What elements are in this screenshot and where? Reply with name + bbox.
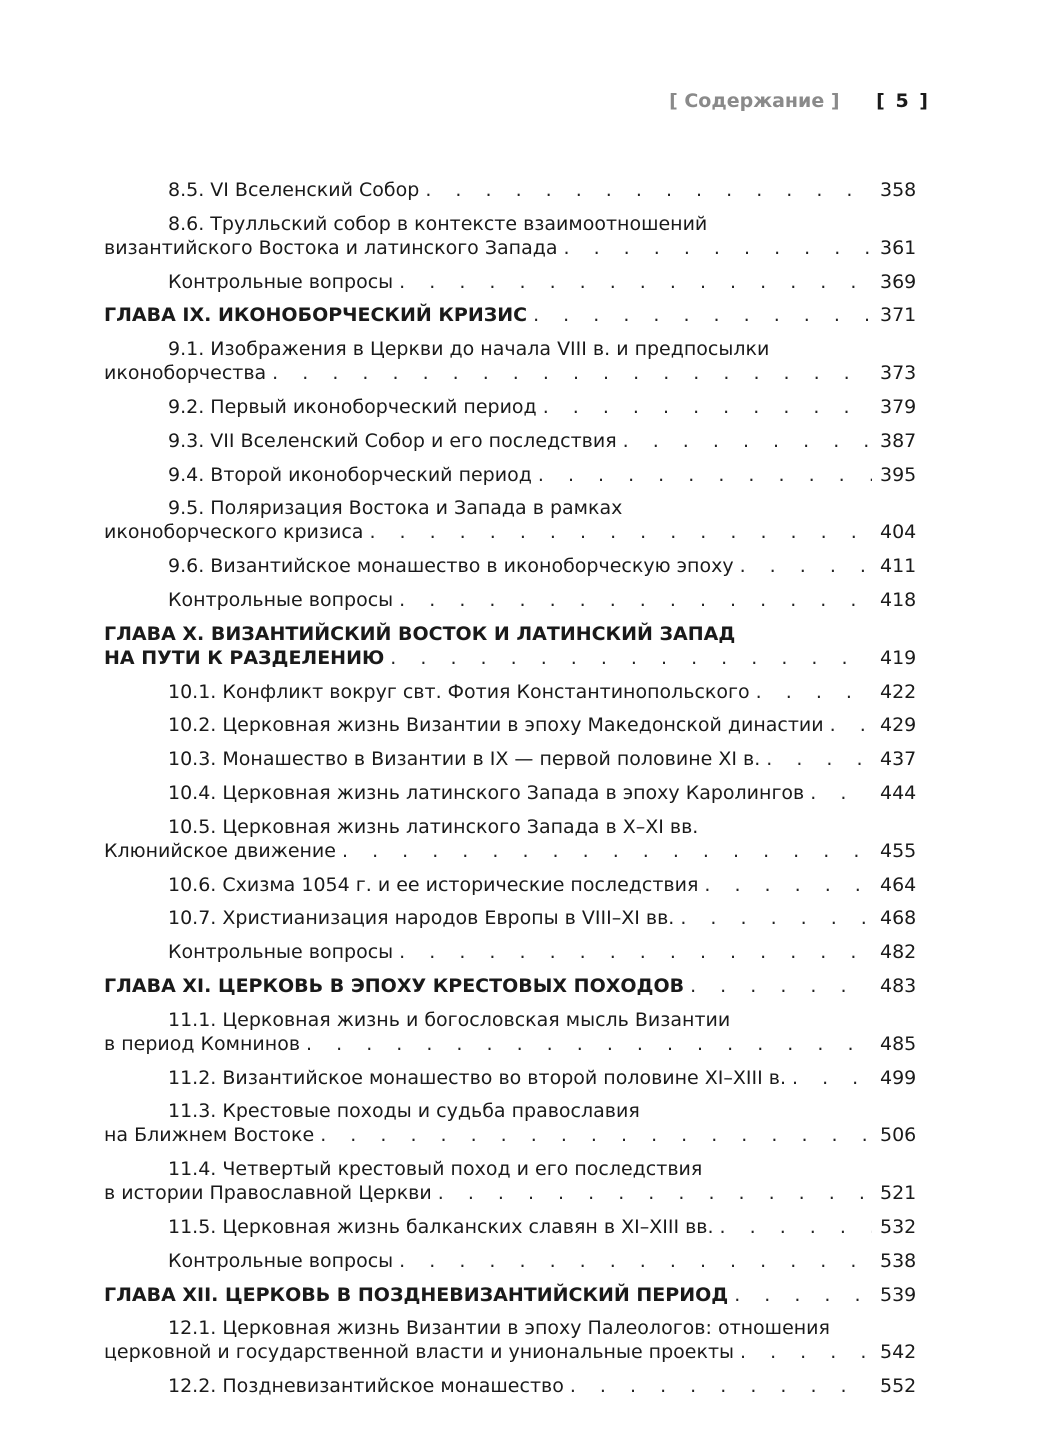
toc-line — [104, 588, 917, 612]
toc-page-number: 371 — [880, 304, 917, 327]
toc-questions-entry[interactable] — [104, 1249, 917, 1273]
toc-line — [104, 1157, 914, 1181]
dot-leader — [792, 1066, 872, 1090]
toc-entry-title: ГЛАВА IX. ИКОНОБОРЧЕСКИЙ КРИЗИС — [104, 304, 528, 327]
toc-line — [104, 178, 917, 202]
dot-leader — [734, 1283, 872, 1307]
toc-line — [104, 554, 917, 578]
dot-leader — [756, 680, 872, 704]
toc-chapter-entry[interactable] — [104, 974, 917, 998]
toc-entry-title: 11.4. Четвертый крестовый поход и его последствия — [168, 1158, 703, 1181]
toc-line — [104, 496, 914, 520]
toc-entry-title: 10.3. Монашество в Византии в IX — первой половине XI в. — [168, 748, 761, 771]
toc-page-number: 411 — [880, 555, 917, 578]
toc-line — [104, 1283, 917, 1307]
dot-leader — [369, 520, 872, 544]
toc-section-entry[interactable] — [104, 680, 917, 704]
toc-questions-entry[interactable] — [104, 940, 917, 964]
toc-entry-title: Клюнийское движение — [104, 839, 336, 862]
toc-section-entry[interactable] — [104, 337, 917, 385]
toc-section-entry[interactable] — [104, 1099, 917, 1147]
toc-entry-title: Контрольные вопросы — [168, 270, 394, 293]
dot-leader — [570, 1374, 872, 1398]
dot-leader — [320, 1123, 872, 1147]
toc-entry-title: ГЛАВА X. ВИЗАНТИЙСКИЙ ВОСТОК И ЛАТИНСКИЙ ЗАПАД — [104, 622, 736, 645]
section-title: [ Содержание ] — [669, 90, 840, 112]
toc-section-entry[interactable] — [104, 1008, 917, 1056]
toc-section-entry[interactable] — [104, 1157, 917, 1205]
toc-line — [104, 236, 917, 260]
dot-leader — [438, 1181, 872, 1205]
toc-line — [104, 212, 914, 236]
toc-entry-title: 9.5. Поляризация Востока и Запада в рамках — [168, 497, 623, 520]
dot-leader — [306, 1032, 872, 1056]
toc-entry-title: 10.1. Конфликт вокруг свт. Фотия Константинопольского — [168, 680, 750, 703]
toc-page-number: 373 — [880, 362, 917, 385]
toc-section-entry[interactable] — [104, 395, 917, 419]
dot-leader — [399, 1249, 872, 1273]
toc-section-entry[interactable] — [104, 212, 917, 260]
toc-line — [104, 429, 917, 453]
toc-entry-title: ГЛАВА XII. ЦЕРКОВЬ В ПОЗДНЕВИЗАНТИЙСКИЙ ПЕРИОД — [104, 1283, 729, 1306]
toc-section-entry[interactable] — [104, 747, 917, 771]
toc-page-number: 464 — [880, 873, 917, 896]
toc-section-entry[interactable] — [104, 429, 917, 453]
toc-line — [104, 1249, 917, 1273]
toc-line — [104, 680, 917, 704]
toc-entry-title: в период Комнинов — [104, 1032, 301, 1055]
dot-leader — [425, 178, 872, 202]
dot-leader — [740, 554, 872, 578]
toc-questions-entry[interactable] — [104, 588, 917, 612]
toc-line — [104, 873, 917, 897]
dot-leader — [810, 781, 872, 805]
dot-leader — [538, 463, 872, 487]
toc-page-number: 506 — [880, 1124, 917, 1147]
toc-page-number: 379 — [880, 395, 917, 418]
toc-entry-title: иконоборчества — [104, 362, 267, 385]
toc-page-number: 418 — [880, 588, 917, 611]
toc-entry-title: 12.1. Церковная жизнь Византии в эпоху Палеологов: отношения — [168, 1317, 830, 1340]
toc-entry-title: Контрольные вопросы — [168, 588, 394, 611]
dot-leader — [342, 839, 872, 863]
dot-leader — [623, 429, 872, 453]
dot-leader — [533, 303, 872, 327]
toc-page-number: 437 — [880, 748, 917, 771]
dot-leader — [680, 906, 872, 930]
toc-questions-entry[interactable] — [104, 270, 917, 294]
dot-leader — [704, 873, 872, 897]
toc-line — [104, 520, 917, 544]
toc-line — [104, 1099, 914, 1123]
toc-entry-title: ГЛАВА XI. ЦЕРКОВЬ В ЭПОХУ КРЕСТОВЫХ ПОХОДОВ — [104, 974, 685, 997]
toc-entry-title: иконоборческого кризиса — [104, 521, 364, 544]
toc-page-number: 358 — [880, 179, 917, 201]
toc-entry-title: 11.5. Церковная жизнь балканских славян в XI–XIII вв. — [168, 1215, 714, 1238]
toc-chapter-entry[interactable] — [104, 622, 917, 670]
toc-section-entry[interactable] — [104, 1316, 917, 1364]
toc-entry-title: Контрольные вопросы — [168, 1249, 394, 1272]
dot-leader — [766, 747, 872, 771]
dot-leader — [272, 361, 872, 385]
dot-leader — [720, 1215, 872, 1239]
toc-section-entry[interactable] — [104, 178, 917, 202]
toc-section-entry[interactable] — [104, 815, 917, 863]
toc-line — [104, 1181, 917, 1205]
toc-line — [104, 906, 917, 930]
toc-page-number: 444 — [880, 781, 917, 804]
dot-leader — [399, 940, 872, 964]
toc-entry-title: 8.5. VI Вселенский Собор — [168, 179, 420, 201]
toc-entry-title: церковной и государственной власти и униональные проекты — [104, 1341, 735, 1364]
toc-page-number: 422 — [880, 680, 917, 703]
toc-page-number: 419 — [880, 646, 917, 669]
toc-line — [104, 1008, 914, 1032]
toc-line — [104, 337, 914, 361]
toc-chapter-entry[interactable] — [104, 303, 917, 327]
toc-page-number: 455 — [880, 839, 917, 862]
toc-page-number: 387 — [880, 429, 917, 452]
toc-line — [104, 270, 917, 294]
toc-line — [104, 1066, 917, 1090]
toc-entry-title: 10.4. Церковная жизнь латинского Запада в эпоху Каролингов — [168, 781, 805, 804]
toc-line — [104, 781, 917, 805]
toc-section-entry[interactable] — [104, 463, 917, 487]
toc-section-entry[interactable] — [104, 781, 917, 805]
toc-entry-title: 9.4. Второй иконоборческий период — [168, 463, 532, 486]
toc-page-number: 538 — [880, 1249, 917, 1272]
toc-entry-title: византийского Востока и латинского Запада — [104, 236, 558, 259]
toc-entry-title: НА ПУТИ К РАЗДЕЛЕНИЮ — [104, 646, 385, 669]
toc-page-number: 483 — [880, 974, 917, 997]
dot-leader — [740, 1340, 872, 1364]
toc-entry-title: 10.6. Схизма 1054 г. и ее исторические последствия — [168, 873, 699, 896]
toc-line — [104, 303, 917, 327]
toc-entry-title: 12.2. Поздневизантийское монашество — [168, 1375, 564, 1398]
toc-page-number: 395 — [880, 463, 917, 486]
dot-leader — [564, 236, 872, 260]
toc-line — [104, 1340, 917, 1364]
toc-entry-title: 11.2. Византийское монашество во второй половине XI–XIII в. — [168, 1066, 787, 1089]
toc-chapter-entry[interactable] — [104, 1283, 917, 1307]
toc-entry-title: 9.1. Изображения в Церкви до начала VIII в. и предпосылки — [168, 338, 770, 361]
toc-line — [104, 1374, 917, 1398]
toc-section-entry[interactable] — [104, 554, 917, 578]
toc-entry-title: 11.3. Крестовые походы и судьба православия — [168, 1100, 640, 1123]
toc-page-number: 485 — [880, 1032, 917, 1055]
toc-line — [104, 1123, 917, 1147]
dot-leader — [543, 395, 872, 419]
toc-page-number: 429 — [880, 714, 917, 737]
toc-line — [104, 1316, 914, 1340]
page-number: [ 5 ] — [876, 90, 930, 112]
table-of-contents — [104, 178, 917, 1408]
toc-page-number: 468 — [880, 907, 917, 930]
toc-section-entry[interactable] — [104, 1374, 917, 1398]
toc-page-number: 482 — [880, 941, 917, 964]
toc-line — [104, 1032, 917, 1056]
toc-line — [104, 1215, 917, 1239]
dot-leader — [830, 713, 872, 737]
toc-page-number: 499 — [880, 1066, 917, 1089]
toc-entry-title: 11.1. Церковная жизнь и богословская мысль Византии — [168, 1008, 731, 1031]
toc-line — [104, 940, 917, 964]
toc-section-entry[interactable] — [104, 713, 917, 737]
toc-entry-title: Контрольные вопросы — [168, 941, 394, 964]
toc-entry-title: 10.7. Христианизация народов Европы в VIII–XI вв. — [168, 907, 675, 930]
dot-leader — [390, 646, 872, 670]
toc-line — [104, 463, 917, 487]
toc-line — [104, 713, 917, 737]
toc-line — [104, 815, 914, 839]
toc-entry-title: 10.5. Церковная жизнь латинского Запада в X–XI вв. — [168, 815, 699, 838]
toc-line — [104, 622, 914, 646]
dot-leader — [690, 974, 872, 998]
toc-entry-title: 10.2. Церковная жизнь Византии в эпоху Македонской династии — [168, 714, 824, 737]
toc-section-entry[interactable] — [104, 1066, 917, 1090]
toc-line — [104, 361, 917, 385]
dot-leader — [399, 588, 872, 612]
toc-line — [104, 395, 917, 419]
toc-section-entry[interactable] — [104, 873, 917, 897]
toc-section-entry[interactable] — [104, 906, 917, 930]
toc-page-number: 539 — [880, 1283, 917, 1306]
toc-page-number: 532 — [880, 1215, 917, 1238]
toc-line — [104, 974, 917, 998]
toc-page-number: 361 — [880, 236, 917, 259]
toc-page-number: 521 — [880, 1182, 917, 1205]
toc-page-number: 542 — [880, 1341, 917, 1364]
toc-entry-title: 9.2. Первый иконоборческий период — [168, 395, 537, 418]
toc-page-number: 552 — [880, 1375, 917, 1398]
toc-section-entry[interactable] — [104, 496, 917, 544]
running-head — [0, 90, 930, 112]
toc-entry-title: в истории Православной Церкви — [104, 1182, 432, 1205]
toc-page-number: 369 — [880, 270, 917, 293]
toc-entry-title: на Ближнем Востоке — [104, 1124, 315, 1147]
toc-line — [104, 646, 917, 670]
toc-page-number: 404 — [880, 521, 917, 544]
toc-entry-title: 9.6. Византийское монашество в иконоборческую эпоху — [168, 555, 734, 578]
toc-entry-title: 9.3. VII Вселенский Собор и его последствия — [168, 429, 617, 452]
toc-line — [104, 839, 917, 863]
toc-line — [104, 747, 917, 771]
toc-entry-title: 8.6. Трулльский собор в контексте взаимоотношений — [168, 212, 708, 235]
dot-leader — [399, 270, 872, 294]
toc-section-entry[interactable] — [104, 1215, 917, 1239]
